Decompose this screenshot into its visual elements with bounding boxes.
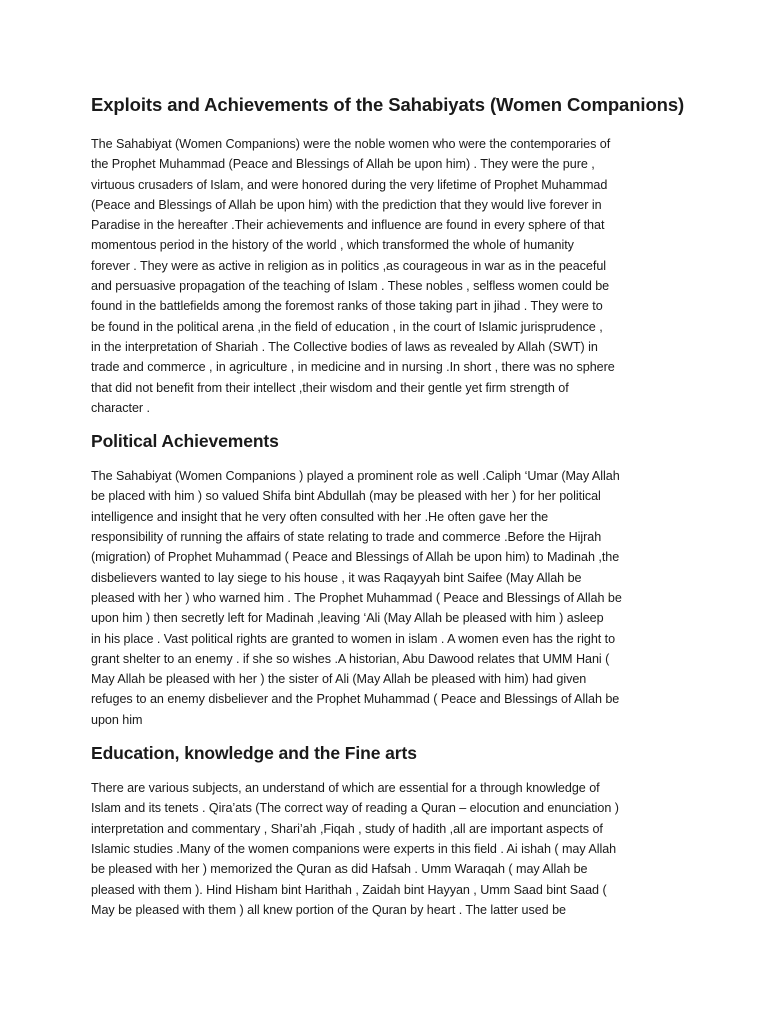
text-line: virtuous crusaders of Islam, and were honored during the very lifetime of Prophet Muhammad [91,177,608,192]
text-line: be pleased with her ) memorized the Quran as did Hafsah . Umm Waraqah ( may Allah be [91,862,588,877]
section-heading-political: Political Achievements [91,431,279,452]
document-title: Exploits and Achievements of the Sahabiyats (Women Companions) [91,94,685,115]
section-heading-education: Education, knowledge and the Fine arts [91,743,417,764]
political-paragraph [91,466,688,730]
text-line: be found in the political arena ,in the field of education , in the court of Islamic jurisprudence , [91,319,603,334]
text-line: trade and commerce , in agriculture , in medicine and in nursing .In short , there was no sphere [91,360,615,375]
text-line: The Sahabiyat (Women Companions) were the noble women who were the contemporaries of [91,137,611,151]
text-line: (migration) of Prophet Muhammad ( Peace and Blessings of Allah be upon him) to Madinah ,the [91,550,620,565]
text-line: intelligence and insight that he very often consulted with her .He often gave her the [91,509,549,524]
text-line: forever . They were as active in religion as in politics ,as courageous in war as in the peaceful [91,258,607,273]
text-line: Islam and its tenets . Qira’ats (The correct way of reading a Quran – elocution and enunciation ) [91,801,619,816]
text-line: responsibility of running the affairs of state relating to trade and commerce .Before the Hijrah [91,530,602,545]
text-line: refuges to an enemy disbeliever and the Prophet Muhammad ( Peace and Blessings of Allah be [91,692,620,707]
text-line: in the interpretation of Shariah . The Collective bodies of laws as revealed by Allah (SWT) in [91,339,598,354]
text-line: momentous period in the history of the world , which transformed the whole of humanity [91,238,574,253]
text-line: character . [91,400,150,415]
text-line: There are various subjects, an understand of which are essential for a through knowledge of [91,781,600,796]
text-line: pleased with her ) who warned him . The Prophet Muhammad ( Peace and Blessings of Allah be [91,590,622,605]
text-line: that did not benefit from their intellect ,their wisdom and their gentle yet firm strength of [91,380,569,395]
text-line: Islamic studies .Many of the women companions were experts in this field . Ai ishah ( may Allah [91,841,617,856]
text-line: found in the battlefields among the foremost ranks of those taking part in jihad . They were to [91,299,603,314]
text-line: and persuasive propagation of the teaching of Islam . These nobles , selfless women could be [91,279,610,294]
text-line: be placed with him ) so valued Shifa bint Abdullah (may be pleased with her ) for her political [91,489,601,504]
intro-paragraph [91,134,688,418]
text-line: grant shelter to an enemy . if she so wishes .A historian, Abu Dawood relates that UMM Hani ( [91,651,610,666]
text-line: interpretation and commentary , Shari’ah ,Fiqah , study of hadith ,all are important aspects of [91,821,603,836]
text-line: (Peace and Blessings of Allah be upon him) with the prediction that they would live forever in [91,197,602,212]
text-line: upon him ) then secretly left for Madinah ,leaving ‘Ali (May Allah be pleased with him ) asleep [91,611,604,626]
text-line: Paradise in the hereafter .Their achievements and influence are found in every sphere of that [91,218,605,233]
text-line: May Allah be pleased with her ) the sister of Ali (May Allah be pleased with him) had given [91,672,587,687]
education-paragraph [91,778,688,920]
text-line: in his place . Vast political rights are granted to women in islam . A women even has the right to [91,631,616,646]
text-line: disbelievers wanted to lay siege to his house , it was Raqayyah bint Saifee (May Allah be [91,570,582,585]
text-line: The Sahabiyat (Women Companions ) played a prominent role as well .Caliph ‘Umar (May Allah [91,469,620,484]
text-line: upon him [91,712,143,727]
text-line: pleased with them ). Hind Hisham bint Harithah , Zaidah bint Hayyan , Umm Saad bint Saad ( [91,882,607,897]
text-line: May be pleased with them ) all knew portion of the Quran by heart . The latter used be [91,902,566,917]
text-line: the Prophet Muhammad (Peace and Blessings of Allah be upon him) . They were the pure , [91,157,595,172]
